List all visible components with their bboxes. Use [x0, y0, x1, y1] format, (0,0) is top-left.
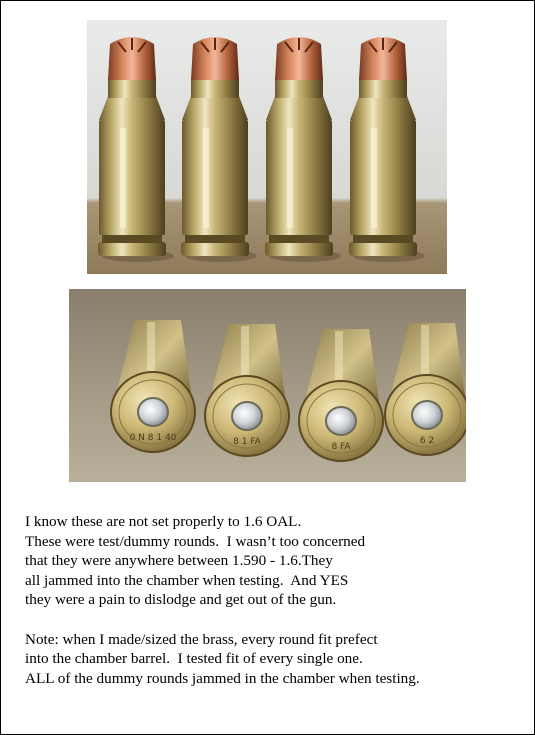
caption-line: they were a pain to dislodge and get out of the gun. — [25, 591, 337, 609]
headstamp-text: 8 FA — [331, 442, 351, 452]
caption-line: These were test/dummy rounds. I wasn’t too concerned — [25, 532, 366, 550]
caption-line: Note: when I made/sized the brass, every round fit prefect — [25, 630, 378, 648]
paragraph-gap — [25, 610, 525, 630]
cartridges-headstamp-photo — [69, 289, 466, 482]
caption-paragraph-2 — [25, 630, 525, 689]
cartridges-side-photo — [87, 20, 447, 274]
caption-line: ALL of the dummy rounds jammed in the chamber when testing. — [25, 669, 420, 687]
caption-line: I know these are not set properly to 1.6 OAL. — [25, 513, 302, 530]
caption-paragraph-1 — [25, 512, 525, 610]
caption-line: all jammed into the chamber when testing. And YES — [25, 571, 349, 589]
headstamp-text: 8 1 FA — [233, 437, 261, 447]
caption — [25, 512, 525, 688]
headstamp-text: 6 2 — [419, 436, 435, 446]
caption-line: into the chamber barrel. I tested fit of every single one. — [25, 650, 363, 668]
headstamp-text: 0 N 8 1 40 — [129, 433, 177, 443]
caption-line: that they were anywhere between 1.590 - 1.6.They — [25, 552, 333, 570]
